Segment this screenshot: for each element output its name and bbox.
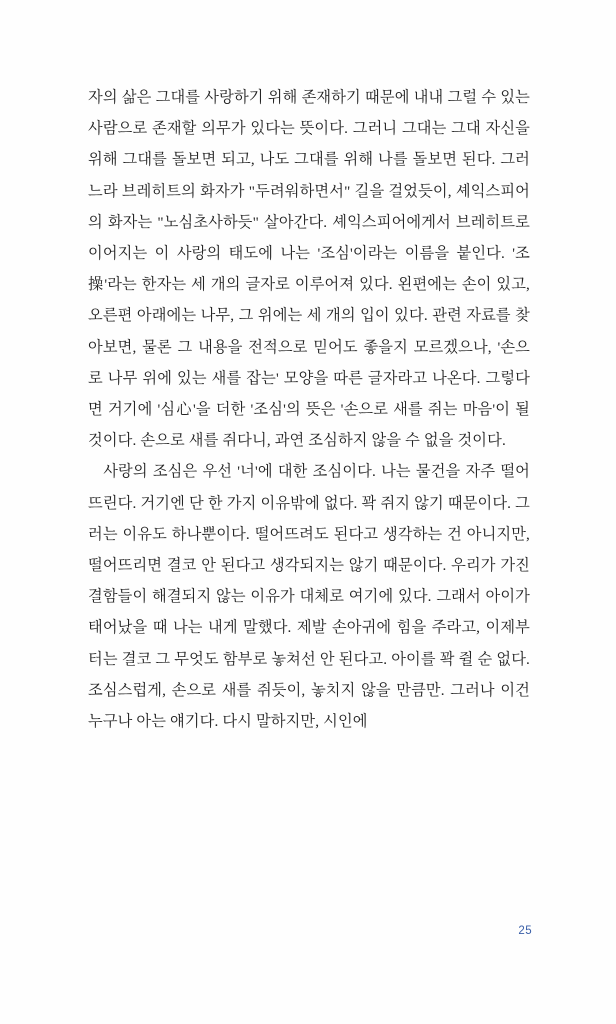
paragraph: 자의 삶은 그대를 사랑하기 위해 존재하기 때문에 내내 그럴 수 있는 사람으로 존재할 의무가 있다는 뜻이다. 그러니 그대는 그대 자신을 위해 그대를 돌보면 되고, 나도 그대를 위해 나를 돌보면 된다. 그러느라 브레히트의 화자가 "두려워하면서" 길을 걸었듯이, 셰익스피어의 화자는 "노심초사하듯" 살아간다. 셰익스피어에게서 브레히트로 이어지는 이 사랑의 태도에 나는 '조심'이라는 이름을 붙인다. '조操'라는 한자는 세 개의 글자로 이루어져 있다. 왼편에는 손이 있고, 오른편 아래에는 나무, 그 위에는 세 개의 입이 있다. 관련 자료를 찾아보면, 물론 그 내용을 전적으로 믿어도 좋을지 모르겠으나, '손으로 나무 위에 있는 새를 잡는' 모양을 따른 글자라고 나온다. 그렇다면 거기에 '심心'을 더한 '조심'의 뜻은 '손으로 새를 쥐는 마음'이 될 것이다. 손으로 새를 쥐다니, 과연 조심하지 않을 수 없을 것이다. xyxy=(88,89,530,450)
paragraph: 사랑의 조심은 우선 '너'에 대한 조심이다. 나는 물건을 자주 떨어뜨린다. 거기엔 단 한 가지 이유밖에 없다. 꽉 쥐지 않기 때문이다. 그러는 이유도 하나뿐이다. 떨어뜨려도 된다고 생각하는 건 아니지만, 떨어뜨리면 결코 안 된다고 생각되지는 않기 때문이다. 우리가 가진 결함들이 해결되지 않는 이유가 대체로 여기에 있다. 그래서 아이가 태어났을 때 나는 내게 말했다. 제발 손아귀에 힘을 주라고, 이제부터는 결코 그 무엇도 함부로 놓쳐선 안 된다고. 아이를 꽉 쥘 순 없다. 조심스럽게, 손으로 새를 쥐듯이, 놓치지 않을 만큼만. 그러나 이건 누구나 아는 얘기다. 다시 말하지만, 시인에 xyxy=(88,463,530,731)
body-text xyxy=(88,82,530,737)
page-number: 25 xyxy=(518,925,532,937)
